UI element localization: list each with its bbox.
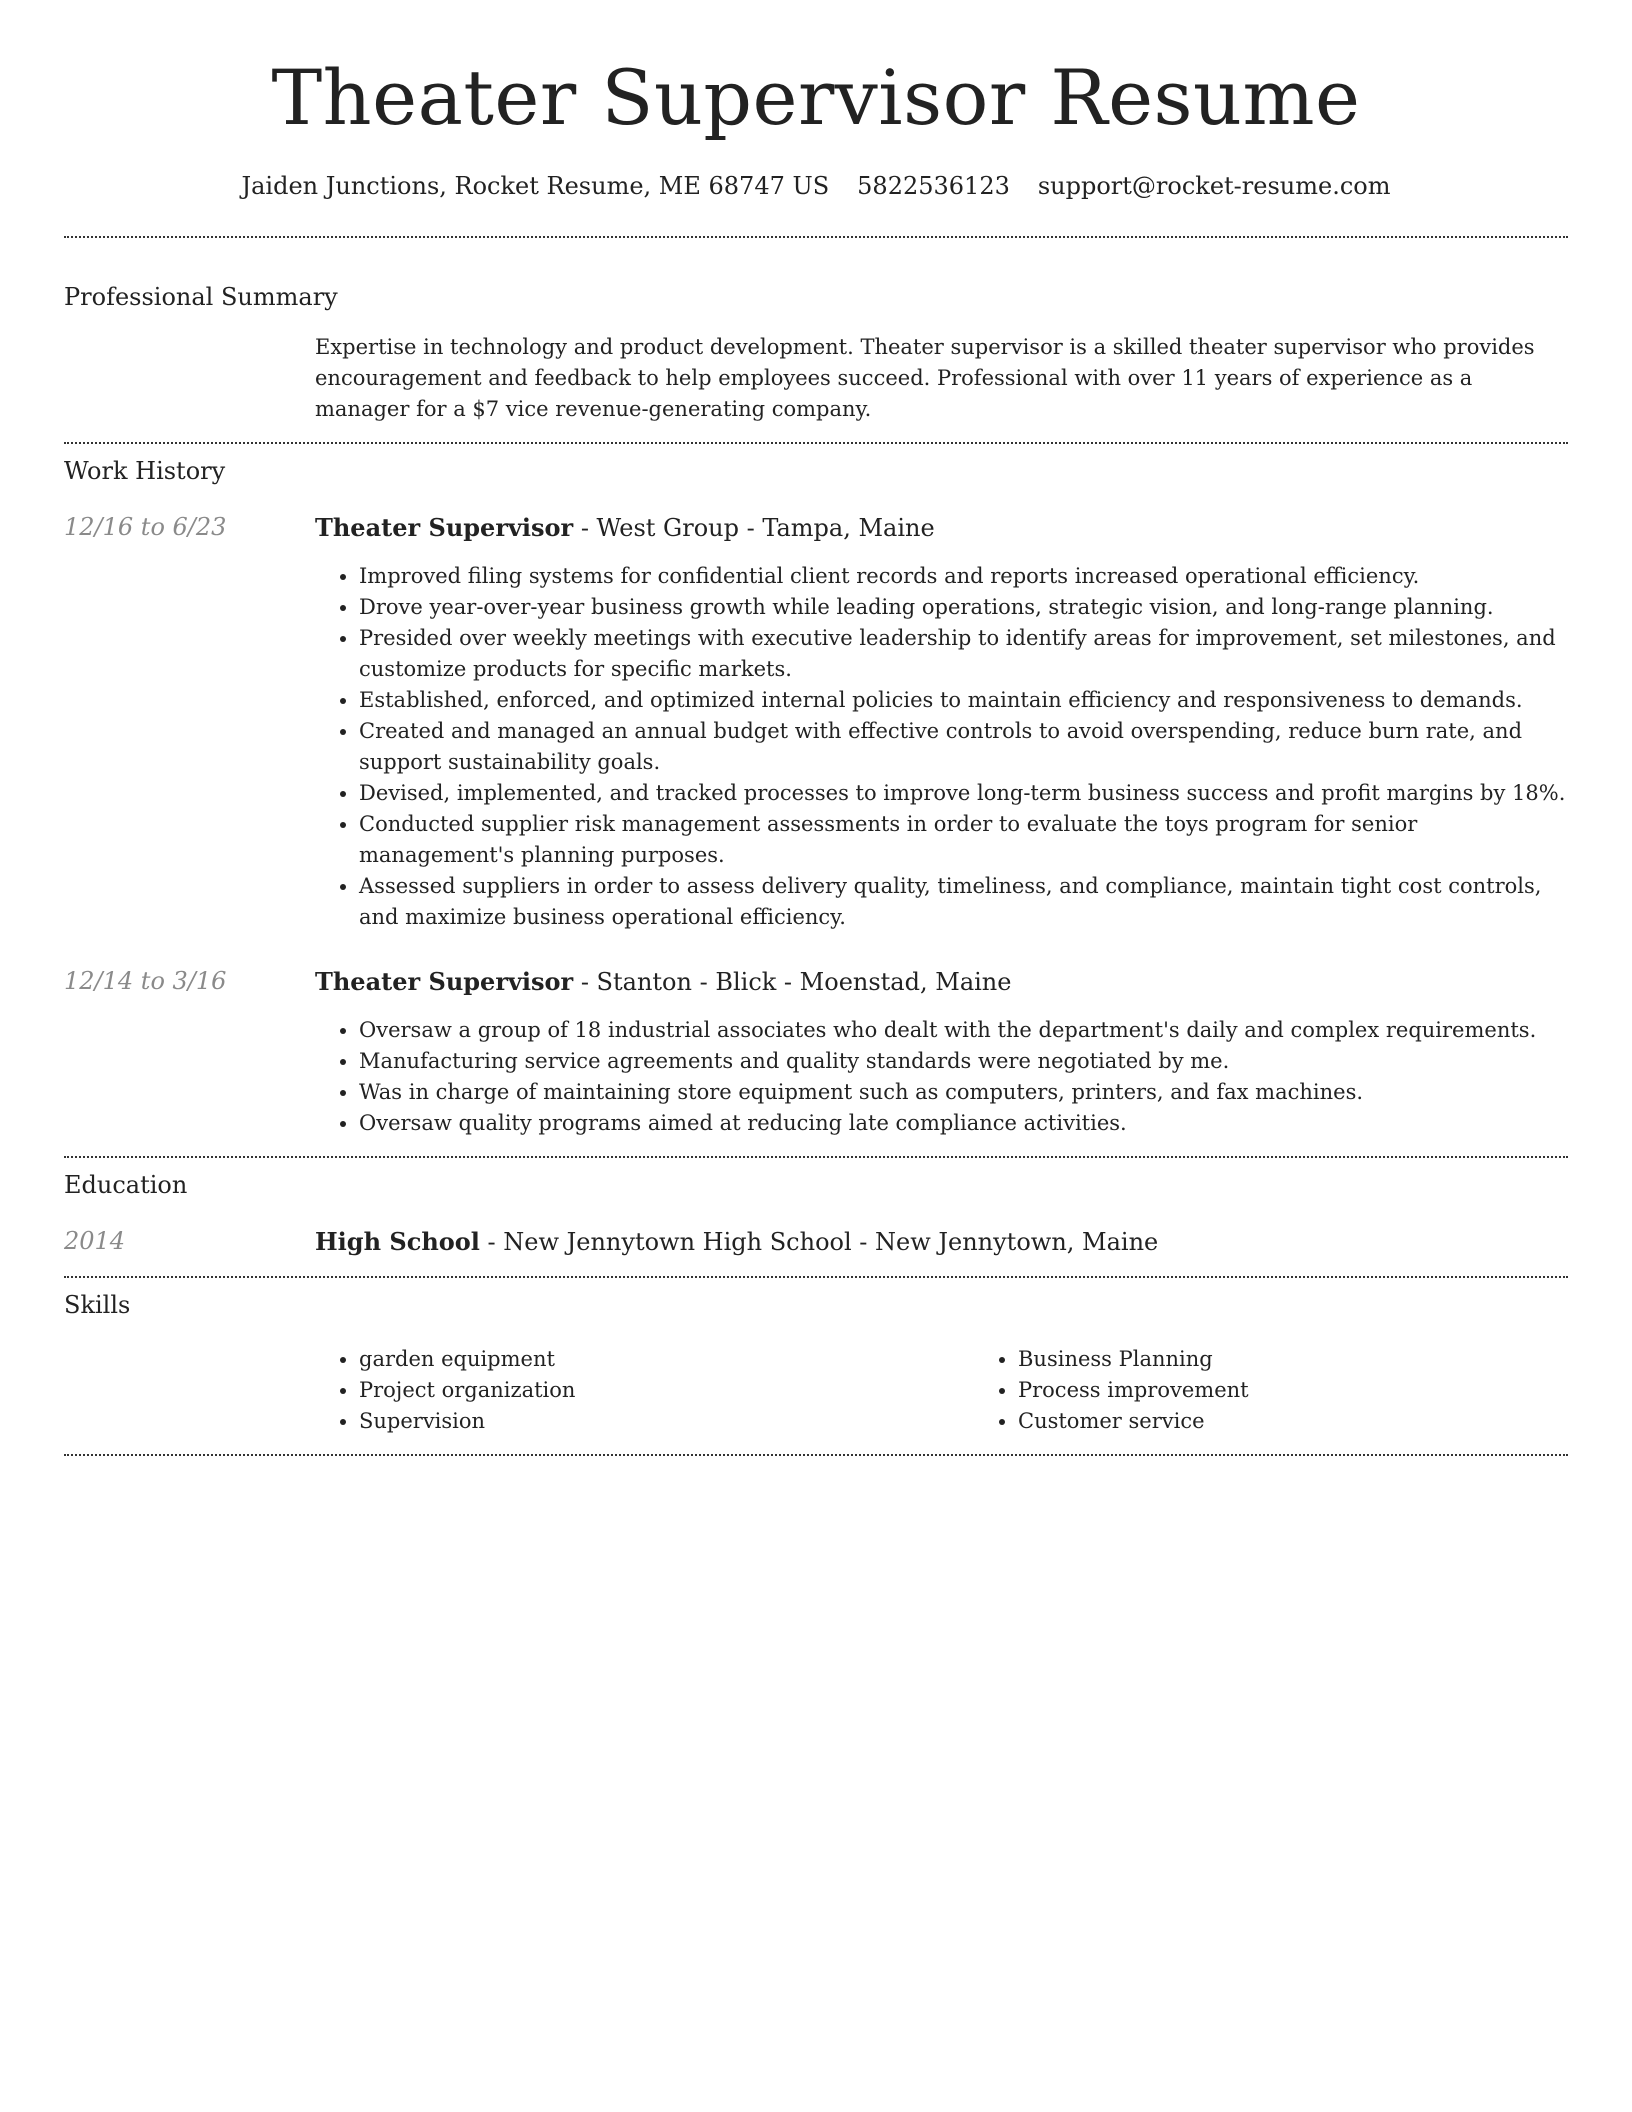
job-bullet: • Oversaw a group of 18 industrial associates who dealt with the department's daily and complex requirements.	[359, 1015, 1568, 1046]
skills-section	[64, 1290, 1568, 1437]
job-bullet: • Assessed suppliers in order to assess delivery quality, timeliness, and compliance, maintain tight cost controls, and maximize business operational efficiency.	[359, 871, 1568, 933]
education-section	[64, 1170, 1568, 1258]
job-bullet: • Drove year-over-year business growth while leading operations, strategic vision, and long-range planning.	[359, 592, 1568, 623]
job-heading	[315, 512, 1568, 544]
job-bullet: • Presided over weekly meetings with executive leadership to identify areas for improvement, set milestones, and customize products for specific markets.	[359, 623, 1568, 685]
skill-item: • garden equipment	[359, 1344, 974, 1375]
job-bullet: • Created and managed an annual budget with effective controls to avoid overspending, reduce burn rate, and support sustainability goals.	[359, 716, 1568, 778]
skills-list-right	[974, 1344, 1249, 1437]
job-entry	[64, 966, 1568, 1139]
contact-address: Jaiden Junctions, Rocket Resume, ME 68747 US	[241, 172, 830, 201]
contact-email: support@rocket-resume.com	[1037, 172, 1391, 201]
job-heading	[315, 966, 1568, 998]
education-entry	[64, 1226, 1568, 1258]
skill-item: • Process improvement	[1018, 1375, 1249, 1406]
summary-row	[64, 332, 1568, 425]
job-entry	[64, 512, 1568, 933]
education-degree: High School	[315, 1227, 480, 1257]
education-year: 2014	[64, 1227, 126, 1256]
job-bullet: • Conducted supplier risk management assessments in order to evaluate the toys program for senior management's planning purposes.	[359, 809, 1568, 871]
skill-item: • Supervision	[359, 1406, 974, 1437]
job-bullet: • Oversaw quality programs aimed at reducing late compliance activities.	[359, 1108, 1568, 1139]
skill-item: • Business Planning	[1018, 1344, 1249, 1375]
divider	[64, 236, 1568, 238]
skills-list-left	[315, 1344, 974, 1437]
job-bullet-list	[315, 1015, 1568, 1139]
section-heading-summary: Professional Summary	[64, 283, 338, 312]
education-heading	[315, 1226, 1568, 1258]
section-heading-education: Education	[64, 1171, 188, 1200]
job-dates: 12/14 to 3/16	[64, 966, 227, 995]
job-details: - Stanton - Blick - Moenstad, Maine	[573, 967, 1012, 996]
job-bullet: • Was in charge of maintaining store equipment such as computers, printers, and fax machines.	[359, 1077, 1568, 1108]
divider	[64, 1156, 1568, 1158]
job-bullet: • Established, enforced, and optimized internal policies to maintain efficiency and responsiveness to demands.	[359, 685, 1568, 716]
job-bullet-list	[315, 561, 1568, 933]
skills-row	[64, 1344, 1568, 1437]
divider	[64, 442, 1568, 444]
resume-title: Theater Supervisor Resume	[271, 53, 1361, 142]
job-bullet: • Improved filing systems for confidential client records and reports increased operational efficiency.	[359, 561, 1568, 592]
work-history-section	[64, 456, 1568, 1140]
skill-item: • Project organization	[359, 1375, 974, 1406]
contact-info	[64, 171, 1568, 202]
contact-phone: 5822536123	[857, 172, 1010, 201]
job-bullet: • Manufacturing service agreements and quality standards were negotiated by me.	[359, 1046, 1568, 1077]
section-heading-skills: Skills	[64, 1290, 131, 1319]
job-bullet: • Devised, implemented, and tracked processes to improve long-term business success and profit margins by 18%.	[359, 778, 1568, 809]
divider	[64, 1454, 1568, 1456]
education-details: - New Jennytown High School - New Jennytown, Maine	[479, 1228, 1159, 1257]
job-role: Theater Supervisor	[315, 512, 574, 542]
job-role: Theater Supervisor	[315, 966, 574, 996]
professional-summary-section	[64, 282, 1568, 424]
summary-text: Expertise in technology and product development. Theater supervisor is a skilled theater supervisor who provides encouragement and feedback to help employees succeed. Professional with over 11 years of experience as a manager for a $7 vice revenue-generating company.	[315, 334, 1535, 421]
skill-item: • Customer service	[1018, 1406, 1249, 1437]
job-details: - West Group - Tampa, Maine	[573, 513, 935, 542]
job-dates: 12/16 to 6/23	[64, 512, 227, 541]
section-heading-work-history: Work History	[64, 456, 226, 485]
skills-grid	[315, 1344, 1568, 1437]
divider	[64, 1276, 1568, 1278]
